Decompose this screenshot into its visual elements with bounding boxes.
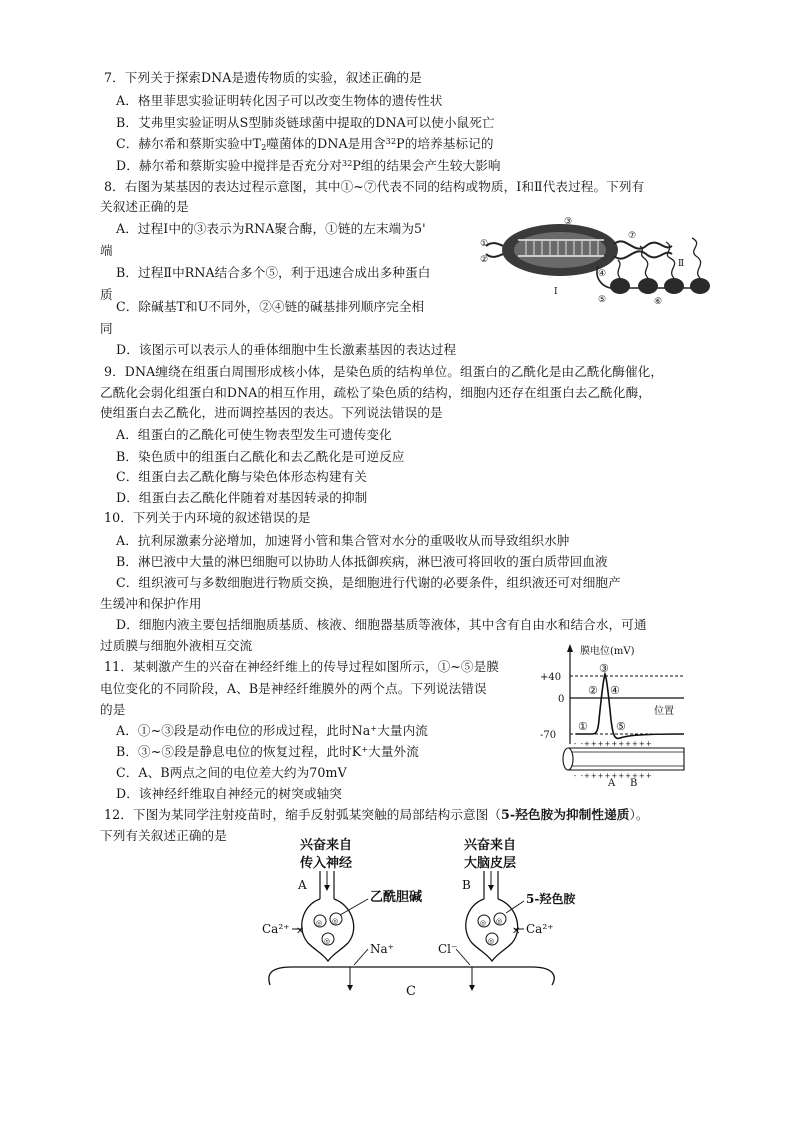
- y-axis-label: 膜电位(mV): [580, 646, 635, 657]
- postsynaptic-membrane: [269, 967, 554, 985]
- q11-b-sup: +: [361, 745, 369, 754]
- q7-c-sup: 32: [385, 137, 397, 146]
- q11-b-post: 大量外流: [368, 744, 419, 759]
- ribosome-3: [664, 278, 684, 294]
- vesicle-a1-mark: ◎: [316, 919, 323, 927]
- ach-label: 乙酰胆碱: [370, 890, 423, 905]
- phase-1: ①: [578, 720, 588, 733]
- nerve-fiber-end: [563, 748, 573, 770]
- point-b: B: [630, 778, 638, 789]
- fig8-process-2: Ⅱ: [678, 259, 685, 269]
- q7-d-sup: 32: [342, 159, 353, 168]
- q11-stem-line1: 11．某刺激产生的兴奋在神经纤维上的传导过程如图所示，①~⑤是膜: [104, 659, 499, 674]
- neuron-a-label: A: [298, 878, 307, 892]
- phase-5: ⑤: [616, 720, 626, 733]
- left-source-line2: 传入神经: [300, 856, 353, 871]
- q11-a-pre: A．①~③段是动作电位的形成过程，此时Na: [116, 723, 371, 738]
- polypeptide-1: [618, 260, 620, 278]
- na-pointer: [354, 949, 368, 965]
- postsyn-arrow-b-head: [469, 985, 475, 991]
- fiber-charge-bottom-left: - -++++++++++: [574, 772, 653, 780]
- q12-stem-line2: 下列有关叙述正确的是: [100, 828, 227, 843]
- tick-minus70: -70: [540, 730, 557, 741]
- vesicle-a3-mark: ◎: [324, 937, 331, 945]
- q9-option-c: C．组蛋白去乙酰化酶与染色体形态构建有关: [116, 469, 367, 484]
- x-axis-label: 位置: [654, 706, 674, 717]
- membrane-potential-figure: [538, 640, 694, 789]
- cl-pointer: [456, 949, 470, 965]
- ribosome-1: [610, 278, 630, 294]
- ach-pointer: [340, 899, 368, 915]
- rna-polymerase-inner: [514, 232, 606, 268]
- q11-stem-line2: 电位变化的不同阶段，A、B是神经纤维膜外的两个点。下列说法错误: [100, 681, 487, 696]
- q11-a-post: 大量内流: [377, 723, 428, 738]
- q7-option-b: B．艾弗里实验证明从S型肺炎链球菌中提取的DNA可以使小鼠死亡: [116, 115, 495, 130]
- q7-stem: 7．下列关于探索DNA是遗传物质的实验，叙述正确的是: [104, 70, 422, 85]
- q12-l1-post: ）。: [629, 807, 649, 822]
- neuron-b-label: B: [462, 878, 471, 892]
- q12-l1-pre: 12．下图为某同学注射疫苗时，缩手反射弧某突触的局部结构示意图（: [104, 807, 502, 822]
- q11-b-pre: B．③~⑤段是静息电位的恢复过程，此时K: [116, 744, 362, 759]
- q11-a-sup: +: [370, 724, 378, 733]
- q12-l1-bold: 5-羟色胺为抑制性递质: [501, 807, 630, 822]
- cl-label: Cl⁻: [438, 942, 458, 956]
- q10-stem: 10．下列关于内环境的叙述错误的是: [104, 510, 311, 525]
- q9-option-b: B．染色质中的组蛋白乙酰化和去乙酰化是可逆反应: [116, 449, 405, 464]
- left-source-line1: 兴奋来自: [300, 838, 353, 853]
- q7-option-d: [116, 158, 501, 174]
- q9-option-a: A．组蛋白的乙酰化可使生物表型发生可遗传变化: [116, 427, 392, 442]
- q7-option-c: [116, 136, 494, 152]
- point-a: A: [608, 778, 616, 789]
- fiber-charge-top-left: - -++++++++++: [574, 740, 653, 748]
- ribosome-4: [690, 278, 710, 294]
- fig8-label-6: ⑥: [654, 297, 663, 307]
- q10-option-b: B．淋巴液中大量的淋巴细胞可以协助人体抵御疾病，淋巴液可将回收的蛋白质带回血液: [116, 554, 608, 569]
- tick-zero: 0: [558, 694, 565, 705]
- vesicle-b3-mark: ◎: [488, 937, 495, 945]
- postsyn-arrow-a-head: [347, 985, 353, 991]
- q7-c-pre: C．赫尔希和蔡斯实验中T: [116, 136, 262, 151]
- q11-stem-line3: 的是: [100, 702, 126, 717]
- q7-d-pre: D．赫尔希和蔡斯实验中搅拌是否充分对: [116, 158, 342, 173]
- q11-option-b: [116, 744, 419, 760]
- ca-right-label: Ca²⁺: [526, 922, 554, 936]
- gene-expression-figure: [478, 214, 714, 306]
- phase-3: ③: [599, 662, 609, 675]
- fig8-label-4: ④: [598, 269, 607, 279]
- neuron-c-label: C: [406, 984, 416, 999]
- serotonin-pointer: [506, 901, 524, 913]
- q10-option-c-line2: 生缓冲和保护作用: [100, 596, 202, 611]
- vesicle-a2-mark: ◎: [332, 917, 339, 925]
- q10-option-d-line2: 过质膜与细胞外液相互交流: [100, 638, 253, 653]
- serotonin-label: 5-羟色胺: [526, 892, 576, 906]
- q8-stem-line2: 关叙述正确的是: [100, 199, 189, 214]
- q8-option-c-line1: C．除碱基T和U不同外，②④链的碱基排列顺序完全相: [116, 299, 425, 314]
- terminal-b: [466, 899, 521, 961]
- q10-option-a: A．抗利尿激素分泌增加，加速肾小管和集合管对水分的重吸收从而导致组织水肿: [116, 533, 570, 548]
- arrow-b-head: [488, 885, 494, 891]
- terminal-a: [302, 899, 354, 961]
- q7-d-post: P组的结果会产生较大影响: [352, 158, 501, 173]
- ribosome-2: [638, 278, 658, 294]
- y-axis-arrow: [567, 644, 573, 652]
- vesicle-b1-mark: ◎: [480, 919, 487, 927]
- dna-strand-right-1: [614, 241, 672, 248]
- q7-c-sub: 2: [261, 143, 267, 152]
- ca-right-channel: ✕: [512, 926, 521, 937]
- q9-option-d: D．组蛋白去乙酰化伴随着对基因转录的抑制: [116, 490, 368, 505]
- fig8-label-2: ②: [480, 255, 489, 265]
- q8-option-d: D．该图示可以表示人的垂体细胞中生长激素基因的表达过程: [116, 342, 457, 357]
- q8-option-a-line2: 端: [100, 243, 113, 258]
- q11-option-a: [116, 723, 428, 739]
- fig8-label-3: ③: [564, 217, 573, 227]
- q12-stem-line1: [104, 807, 649, 823]
- fig8-label-7: ⑦: [628, 231, 637, 241]
- q8-stem-line1: 8．右图为某基因的表达过程示意图，其中①~⑦代表不同的结构或物质，Ⅰ和Ⅱ代表过程。下列有: [104, 179, 645, 194]
- q8-option-c-line2: 同: [100, 321, 113, 336]
- q11-option-c: C．A、B两点之间的电位差大约为70mV: [116, 765, 347, 780]
- q9-stem-line1: 9．DNA缠绕在组蛋白周围形成核小体，是染色质的结构单位。组蛋白的乙酰化是由乙酰化酶催化，: [104, 364, 664, 379]
- ca-left-label: Ca²⁺: [262, 922, 290, 936]
- q10-option-d-line1: D．细胞内液主要包括细胞质基质、核液、细胞器基质等液体，其中含有自由水和结合水，可通: [116, 617, 647, 632]
- fig8-label-5: ⑤: [598, 295, 607, 305]
- ca-left-channel: ✕: [296, 926, 305, 937]
- polypeptide-4: [692, 238, 701, 278]
- fig8-label-1: ①: [480, 239, 489, 249]
- q7-c-mid: 噬菌体的DNA是用含: [266, 136, 386, 151]
- synapse-figure: [262, 835, 576, 999]
- q8-option-b-line1: B．过程Ⅱ中RNA结合多个⑤，利于迅速合成出多种蛋白: [116, 265, 431, 280]
- na-label: Na⁺: [370, 942, 394, 956]
- phase-2: ②: [588, 684, 598, 697]
- q7-c-post: P的培养基标记的: [396, 136, 494, 151]
- vesicle-b2-mark: ◎: [496, 917, 503, 925]
- right-source-line2: 大脑皮层: [464, 856, 517, 871]
- nerve-fiber-outline: [568, 748, 684, 770]
- arrow-a-head: [324, 885, 330, 891]
- q7-option-a: A．格里菲思实验证明转化因子可以改变生物体的遗传性状: [116, 93, 443, 108]
- q9-stem-line2: 乙酰化会弱化组蛋白和DNA的相互作用，疏松了染色质的结构，细胞内还存在组蛋白去乙酰化酶，: [100, 385, 651, 400]
- q8-option-b-line2: 质: [100, 287, 113, 302]
- q11-option-d: D．该神经纤维取自神经元的树突或轴突: [116, 786, 342, 801]
- phase-4: ④: [610, 684, 620, 697]
- q10-option-c-line1: C．组织液可与多数细胞进行物质交换，是细胞进行代谢的必要条件，组织液还可对细胞产: [116, 575, 621, 590]
- right-source-line1: 兴奋来自: [464, 838, 517, 853]
- tick-plus40: +40: [540, 672, 562, 683]
- q8-option-a-line1: A．过程Ⅰ中的③表示为RNA聚合酶，①链的左末端为5': [116, 221, 426, 236]
- q9-stem-line3: 使组蛋白去乙酰化，进而调控基因的表达。下列说法错误的是: [100, 405, 443, 420]
- fig8-process-1: Ⅰ: [554, 287, 558, 297]
